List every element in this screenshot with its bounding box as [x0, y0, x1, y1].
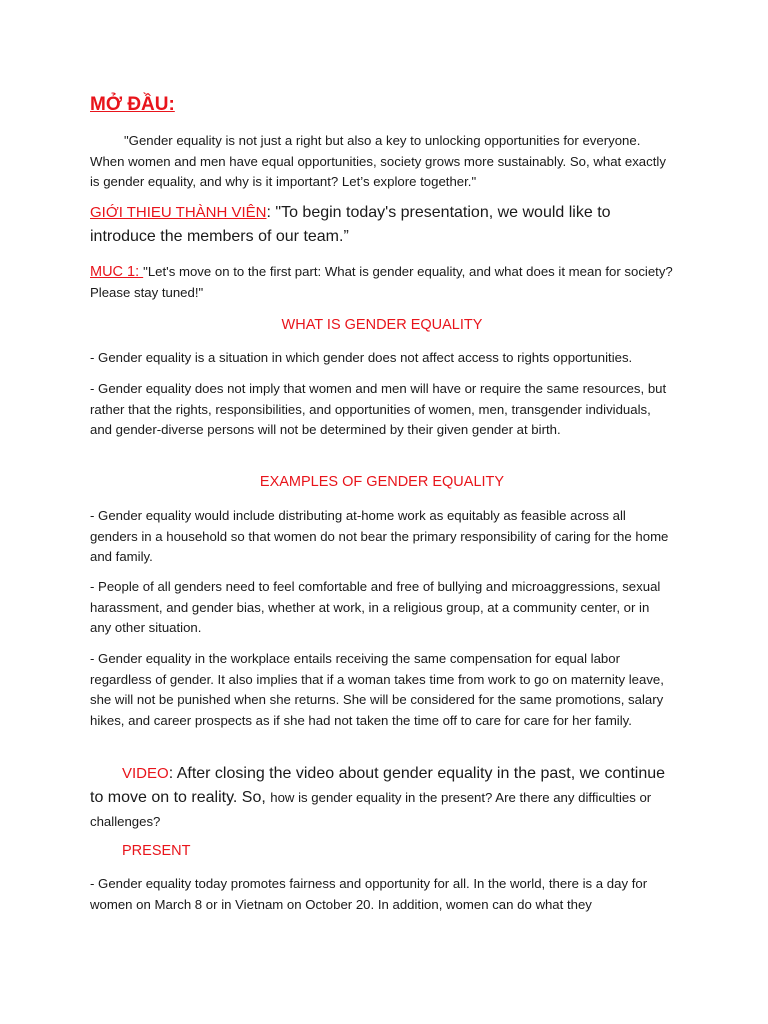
video-label: VIDEO	[122, 765, 169, 782]
what-heading: WHAT IS GENDER EQUALITY	[281, 317, 483, 333]
video-text: : After closing the video about gender equality in the past, we continue to move on to reality. So,	[90, 765, 666, 806]
team-paragraph	[90, 201, 674, 249]
present-paragraph-1	[90, 874, 674, 915]
section1-text: "Let's move on to the first part: What is gender equality, and what does it mean for society? Please stay tuned!"	[90, 264, 673, 300]
section1-label: MUC 1:	[90, 264, 144, 280]
examples-paragraph-3	[90, 649, 674, 731]
team-text: : "To begin today's presentation, we would like to introduce the members of our team.”	[90, 204, 611, 245]
examples-heading: EXAMPLES OF GENDER EQUALITY	[259, 474, 505, 490]
ex-p2-text: - People of all genders need to feel comfortable and free of bullying and microaggressions, sexual harassment, and gender bias, whether at work, in a religious group, at a community center, or in any other situation.	[90, 579, 661, 636]
video-text-small: how is gender equality in the present? Are there any difficulties or challenges?	[90, 790, 652, 829]
examples-paragraph-2	[90, 577, 674, 639]
present-heading: PRESENT	[122, 843, 191, 859]
what-paragraph-1	[90, 348, 674, 369]
intro-paragraph	[90, 131, 674, 193]
examples-paragraph-1	[90, 506, 674, 568]
what-p1-text: - Gender equality is a situation in which gender does not affect access to rights opportunities.	[90, 350, 633, 365]
video-paragraph	[90, 762, 674, 834]
ex-p1-text: - Gender equality would include distributing at-home work as equitably as feasible across all genders in a household so that women do not bear the primary responsibility of caring for the home and family.	[90, 508, 669, 565]
what-p2-text: - Gender equality does not imply that women and men will have or require the same resources, but rather that the rights, responsibilities, and opportunities of women, men, transgender individuals, and gender-diverse persons will not be determined by their given gender at birth.	[90, 381, 667, 438]
present-p1-text: - Gender equality today promotes fairness and opportunity for all. In the world, there is a day for women on March 8 or in Vietnam on October 20. In addition, women can do what they	[90, 876, 648, 912]
heading-mo-dau: MỞ ĐẦU:	[90, 94, 175, 115]
team-label: GIỚI THIEU THÀNH VIÊN	[90, 204, 267, 221]
intro-text: "Gender equality is not just a right but also a key to unlocking opportunities for everyone. When women and men have equal opportunities, society grows more sustainably. So, what exactly is gender equality, and why is it important? Let’s explore together."	[90, 133, 666, 190]
section1-paragraph	[90, 262, 674, 303]
what-paragraph-2	[90, 379, 674, 441]
ex-p3-text: - Gender equality in the workplace entails receiving the same compensation for equal labor regardless of gender. It also implies that if a woman takes time from work to go on maternity leave, she will not be punished when she returns. She will be considered for the same promotions, salary hikes, and career prospects as if she had not taken the time off to care for care for her family.	[90, 651, 664, 728]
